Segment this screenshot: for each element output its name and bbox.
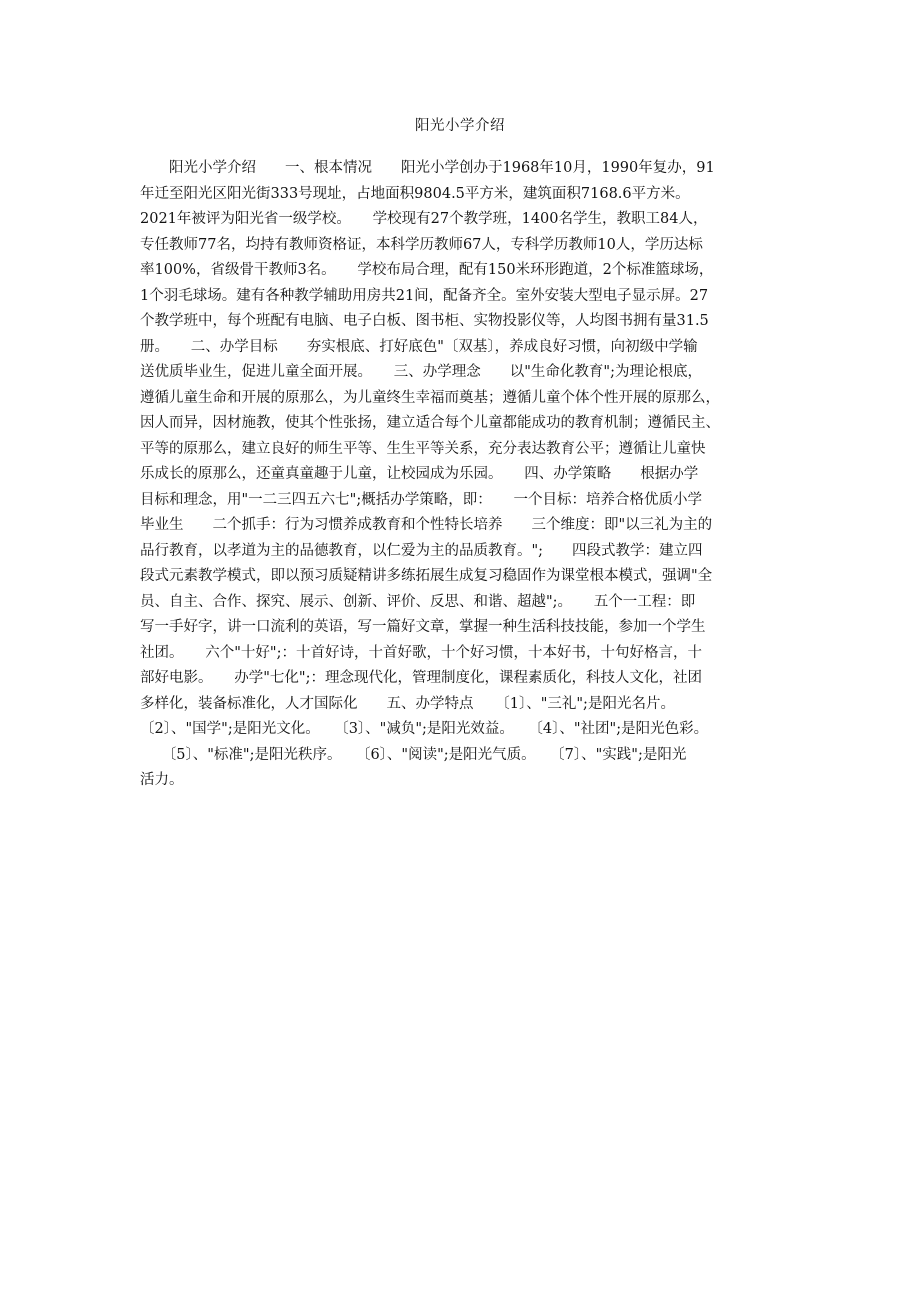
body-line: 部好电影。 办学"七化";：理念现代化，管理制度化，课程素质化，科技人文化，社团 <box>140 670 702 686</box>
body-line: 遵循儿童生命和开展的原那么，为儿童终生幸福而奠基；遵循儿童个体个性开展的原那么， <box>140 389 720 406</box>
body-line: 〔5〕、"标准";是阳光秩序。 〔6〕、"阅读";是阳光气质。 〔7〕、"实践";是阳光 <box>140 746 687 763</box>
body-line: 个教学班中，每个班配有电脑、电子白板、图书柜、实物投影仪等，人均图书拥有量31.5 <box>140 313 709 329</box>
body-line: 社团。 六个"十好";：十首好诗，十首好歌，十个好习惯，十本好书，十句好格言，十 <box>140 644 702 661</box>
body-line: 送优质毕业生，促进儿童全面开展。 三、办学理念 以"生命化教育";为理论根底， <box>140 364 702 380</box>
body-line: 2021年被评为阳光省一级学校。 学校现有27个教学班，1400名学生，教职工84人， <box>140 211 708 227</box>
document-title: 阳光小学介绍 <box>415 118 505 134</box>
body-line: 目标和理念，用"一二三四五六七";概括办学策略，即： 一个目标：培养合格优质小学 <box>140 491 702 508</box>
body-line: 乐成长的原那么，还童真童趣于儿童，让校园成为乐园。 四、办学策略 根据办学 <box>140 466 699 482</box>
body-line: 写一手好字，讲一口流利的英语，写一篇好文章，掌握一种生活科技技能，参加一个学生 <box>140 619 706 635</box>
body-line: 员、自主、合作、探究、展示、创新、评价、反思、和谐、超越";。 五个一工程：即 <box>140 593 696 610</box>
body-line: 册。 二、办学目标 夯实根底、打好底色"〔双基〕，养成良好习惯，向初级中学输 <box>140 338 698 355</box>
body-line: 〔2〕、"国学";是阳光文化。 〔3〕、"减负";是阳光效益。 〔4〕、"社团";是阳光色彩。 <box>140 721 709 737</box>
body-line: 1个羽毛球场。建有各种教学辅助用房共21间，配备齐全。室外安装大型电子显示屏。27 <box>140 287 709 304</box>
body-line: 段式元素教学模式，即以预习质疑精讲多练拓展生成复习稳固作为课堂根本模式，强调"全 <box>140 568 713 584</box>
body-line: 阳光小学介绍 一、根本情况 阳光小学创办于1968年10月，1990年复办，91 <box>140 160 715 176</box>
body-line: 年迁至阳光区阳光街333号现址，占地面积9804.5平方米，建筑面积7168.6平方米。 <box>140 185 690 202</box>
body-line: 品行教育，以孝道为主的品德教育，以仁爱为主的品质教育。"; 四段式教学：建立四 <box>140 542 703 559</box>
body-line: 平等的原那么，建立良好的师生平等、生生平等关系，充分表达教育公平；遵循让儿童快 <box>140 440 706 457</box>
body-line: 因人而异，因材施教，使其个性张扬，建立适合每个儿童都能成功的教育机制；遵循民主、 <box>140 415 720 431</box>
body-line: 专任教师77名，均持有教师资格证，本科学历教师67人，专科学历教师10人，学历达标 <box>140 236 703 253</box>
document-body <box>140 156 790 794</box>
body-line: 毕业生 二个抓手：行为习惯养成教育和个性特长培养 三个维度：即"以三礼为主的 <box>140 517 713 533</box>
body-line: 率100%，省级骨干教师3名。 学校布局合理，配有150米环形跑道，2个标准篮球场， <box>140 262 714 278</box>
body-line: 活力。 <box>140 772 184 788</box>
body-line: 多样化，装备标准化，人才国际化 五、办学特点 〔1〕、"三礼";是阳光名片。 <box>140 695 675 712</box>
